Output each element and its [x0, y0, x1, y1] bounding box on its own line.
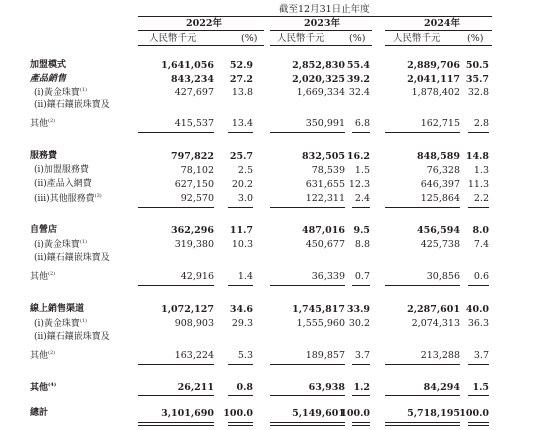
cell-value: 39.2: [346, 74, 370, 85]
subtotal-rule: [352, 285, 370, 286]
cell-value: 100.0: [459, 408, 489, 419]
cell-value: 25.7: [229, 151, 253, 162]
cell-value: 63,938: [308, 382, 345, 393]
row-label: (i)加盟服務費: [34, 165, 89, 175]
cell-value: 8.0: [472, 225, 489, 236]
cell-value: 42,916: [180, 271, 214, 282]
cell-value: 14.8: [465, 151, 489, 162]
cell-value: 5,718,195: [407, 408, 460, 419]
subtotal-rule: [468, 395, 489, 396]
subtotal-rule: [385, 285, 460, 286]
total-double-rule: [270, 422, 345, 426]
subtotal-rule: [138, 395, 214, 396]
cell-value: 0.6: [473, 271, 489, 282]
cell-value: 213,288: [420, 350, 460, 361]
cell-value: 11.7: [229, 225, 253, 236]
col-rule-2023: [270, 45, 372, 46]
cell-value: 631,655: [305, 179, 345, 190]
row-label: (i)黃金珠寶$^{(1)}$: [34, 318, 87, 329]
row-label: (ii)鑲石鑲嵌珠寶及: [34, 253, 110, 263]
subtotal-rule: [138, 285, 214, 286]
year-2023: 2023年: [304, 18, 340, 29]
footnote-ref: (3): [94, 193, 102, 199]
footnote-ref: (2): [48, 118, 56, 124]
row-label: 加盟模式: [30, 60, 67, 70]
cell-value: 2,041,117: [407, 74, 460, 85]
cell-value: 92,570: [180, 193, 214, 204]
subtotal-rule: [385, 132, 460, 133]
total-double-rule: [352, 422, 370, 426]
row-label: (ii)鑲石鑲嵌珠寶及: [34, 100, 110, 110]
cell-value: 30.2: [348, 318, 370, 329]
row-label: 服務費: [30, 151, 58, 161]
cell-value: 34.6: [229, 304, 253, 315]
cell-value: 843,234: [171, 74, 214, 85]
cell-value: 16.2: [346, 151, 370, 162]
cell-value: 2,889,706: [407, 60, 460, 71]
cell-value: 3.0: [237, 193, 253, 204]
subtotal-rule: [228, 285, 253, 286]
cell-value: 33.9: [346, 304, 370, 315]
subtotal-rule: [138, 207, 214, 208]
subtotal-rule: [468, 285, 489, 286]
footnote-ref: (1): [79, 239, 87, 245]
cell-value: 100.0: [223, 408, 253, 419]
cell-value: 450,677: [305, 239, 345, 250]
cell-value: 2,852,830: [292, 60, 345, 71]
row-label: (ii)鑲石鑲嵌珠寶及: [34, 332, 110, 342]
cell-value: 3,101,690: [161, 408, 214, 419]
subtotal-rule: [270, 132, 345, 133]
cell-value: 0.7: [354, 271, 370, 282]
year-rule-2023: [270, 30, 372, 31]
cell-value: 78,102: [180, 165, 214, 176]
subtotal-rule: [228, 132, 253, 133]
year-rule-2024: [385, 30, 492, 31]
cell-value: 797,822: [171, 151, 214, 162]
year-rule-2022: [138, 30, 264, 31]
cell-value: 2,287,601: [407, 304, 460, 315]
cell-value: 40.0: [465, 304, 489, 315]
footnote-ref: (2): [48, 350, 56, 356]
cell-value: 11.3: [467, 179, 489, 190]
cell-value: 162,715: [420, 118, 460, 129]
total-double-rule: [228, 422, 253, 426]
cell-value: 78,539: [311, 165, 345, 176]
cell-value: 2.4: [354, 193, 370, 204]
cell-value: 908,903: [174, 318, 214, 329]
header-rule: [138, 16, 492, 17]
col-rule-2022: [138, 45, 264, 46]
cell-value: 100.0: [340, 408, 370, 419]
cell-value: 55.4: [346, 60, 370, 71]
cell-value: 36.3: [467, 318, 489, 329]
footnote-ref: (1): [79, 87, 87, 93]
row-label: (i)黃金珠寶$^{(1)}$: [34, 87, 87, 98]
period-title: 截至12月31日止年度: [279, 4, 370, 15]
cell-value: 1.3: [473, 165, 489, 176]
cell-value: 1.2: [353, 382, 370, 393]
subtotal-rule: [385, 395, 460, 396]
cell-value: 0.8: [236, 382, 253, 393]
cell-value: 2.8: [473, 118, 489, 129]
cell-value: 29.3: [231, 318, 253, 329]
cell-value: 1,745,817: [292, 304, 345, 315]
subtotal-rule: [270, 207, 345, 208]
row-label: 產品銷售: [30, 74, 67, 84]
subtotal-rule: [468, 207, 489, 208]
cell-value: 7.4: [473, 239, 489, 250]
cell-value: 36,339: [311, 271, 345, 282]
cell-value: 1,641,056: [161, 60, 214, 71]
subtotal-rule: [385, 207, 460, 208]
row-label: 線上銷售渠道: [30, 304, 85, 314]
subtotal-rule: [352, 132, 370, 133]
footnote-ref: (4): [48, 382, 57, 388]
cell-value: 20.2: [231, 179, 253, 190]
row-label: (iii)其他服務費$^{(3)}$: [34, 193, 102, 204]
subtotal-rule: [270, 395, 345, 396]
year-2022: 2022年: [186, 18, 222, 29]
cell-value: 189,857: [305, 350, 345, 361]
cell-value: 1.4: [237, 271, 253, 282]
cell-value: 832,505: [302, 151, 345, 162]
row-label: 自營店: [30, 225, 58, 235]
cell-value: 50.5: [465, 60, 489, 71]
col-rule-2024: [385, 45, 492, 46]
cell-value: 5,149,601: [292, 408, 345, 419]
row-label: (i)黃金珠寶$^{(1)}$: [34, 239, 87, 250]
cell-value: 9.5: [353, 225, 370, 236]
footnote-ref: (2): [48, 271, 56, 277]
subtotal-rule: [138, 132, 214, 133]
cell-value: 1,555,960: [296, 318, 345, 329]
cell-value: 425,738: [420, 239, 460, 250]
subtotal-rule: [352, 395, 370, 396]
subtotal-rule: [228, 395, 253, 396]
cell-value: 1,878,402: [411, 87, 460, 98]
subtotal-rule: [138, 364, 214, 365]
cell-value: 13.8: [231, 87, 253, 98]
cell-value: 3.7: [473, 350, 489, 361]
row-label-cont: 其他$^{(2)}$: [30, 350, 56, 361]
cell-value: 2.2: [473, 193, 489, 204]
subtotal-rule: [468, 364, 489, 365]
cell-value: 32.4: [348, 87, 370, 98]
subtotal-rule: [468, 132, 489, 133]
cell-value: 3.7: [354, 350, 370, 361]
cell-value: 35.7: [465, 74, 489, 85]
cell-value: 1.5: [354, 165, 370, 176]
cell-value: 76,328: [426, 165, 460, 176]
col-amount-2022: 人民幣千元: [149, 33, 197, 44]
subtotal-rule: [352, 207, 370, 208]
subtotal-rule: [352, 364, 370, 365]
row-label: 其他$^{(4)}$: [30, 382, 57, 393]
cell-value: 125,864: [420, 193, 460, 204]
cell-value: 32.8: [467, 87, 489, 98]
row-label: (ii)產品入網費: [34, 179, 92, 189]
cell-value: 163,224: [174, 350, 214, 361]
subtotal-rule: [228, 364, 253, 365]
cell-value: 122,311: [305, 193, 345, 204]
cell-value: 5.3: [237, 350, 253, 361]
subtotal-rule: [270, 285, 345, 286]
cell-value: 12.3: [348, 179, 370, 190]
col-pct-2022: (%): [241, 33, 258, 44]
cell-value: 362,296: [171, 225, 214, 236]
cell-value: 2,020,325: [292, 74, 345, 85]
row-label-cont: 其他$^{(2)}$: [30, 118, 56, 129]
cell-value: 10.3: [231, 239, 253, 250]
year-2024: 2024年: [424, 18, 460, 29]
cell-value: 487,016: [302, 225, 345, 236]
footnote-ref: (1): [79, 318, 87, 324]
cell-value: 350,991: [305, 118, 345, 129]
subtotal-rule: [270, 364, 345, 365]
cell-value: 2,074,313: [411, 318, 460, 329]
cell-value: 13.4: [231, 118, 253, 129]
cell-value: 30,856: [426, 271, 460, 282]
cell-value: 319,380: [174, 239, 214, 250]
cell-value: 8.8: [354, 239, 370, 250]
row-label-cont: 其他$^{(2)}$: [30, 271, 56, 282]
col-pct-2024: (%): [467, 33, 484, 44]
subtotal-rule: [228, 207, 253, 208]
cell-value: 6.8: [354, 118, 370, 129]
cell-value: 84,294: [423, 382, 460, 393]
cell-value: 1,072,127: [161, 304, 214, 315]
cell-value: 2.5: [237, 165, 253, 176]
cell-value: 27.2: [229, 74, 253, 85]
cell-value: 52.9: [229, 60, 253, 71]
total-double-rule: [385, 422, 460, 426]
cell-value: 1,669,334: [296, 87, 345, 98]
col-amount-2024: 人民幣千元: [393, 33, 441, 44]
cell-value: 415,537: [174, 118, 214, 129]
cell-value: 456,594: [417, 225, 460, 236]
cell-value: 427,697: [174, 87, 214, 98]
col-amount-2023: 人民幣千元: [277, 33, 325, 44]
cell-value: 26,211: [177, 382, 214, 393]
total-double-rule: [138, 422, 214, 426]
cell-value: 848,589: [417, 151, 460, 162]
subtotal-rule: [385, 364, 460, 365]
cell-value: 627,150: [174, 179, 214, 190]
cell-value: 646,397: [420, 179, 460, 190]
col-pct-2023: (%): [349, 33, 366, 44]
row-label: 總計: [30, 408, 49, 418]
cell-value: 1.5: [472, 382, 489, 393]
total-double-rule: [468, 422, 489, 426]
